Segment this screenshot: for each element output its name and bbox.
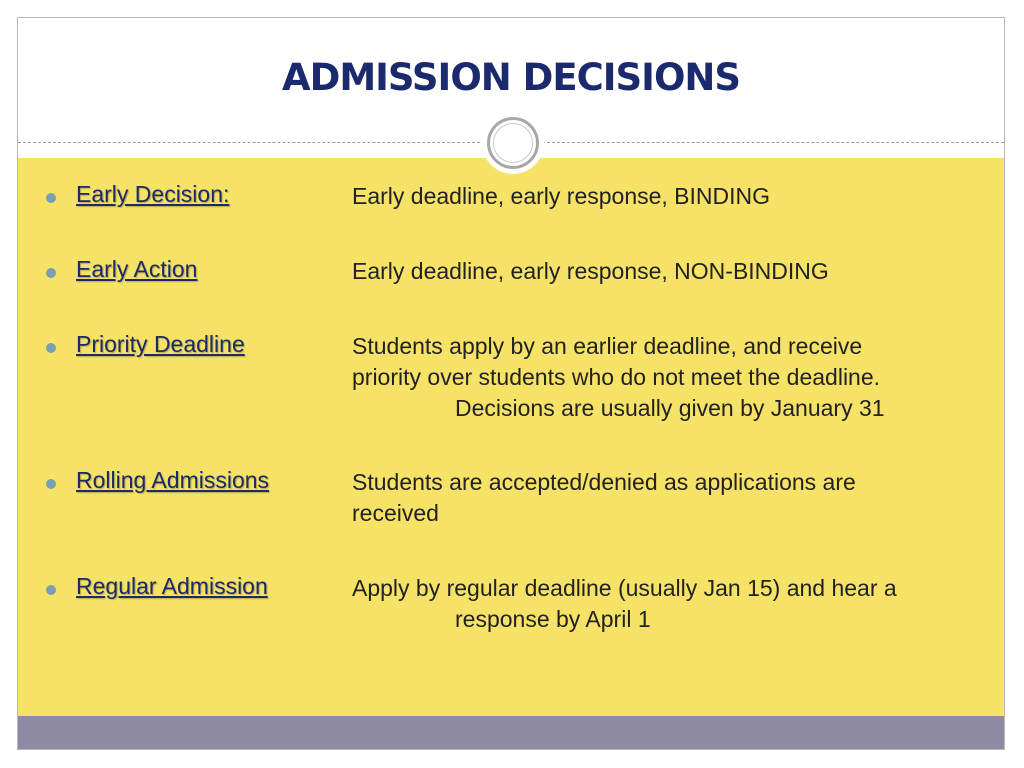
term-priority-deadline-link[interactable]: Priority Deadline <box>76 331 245 357</box>
slide <box>17 17 1005 750</box>
term-description <box>352 573 982 635</box>
term-description <box>352 256 982 287</box>
bullet-icon <box>46 268 56 278</box>
bullet-icon <box>46 193 56 203</box>
ring-ornament-core <box>493 123 533 163</box>
bullet-icon <box>46 585 56 595</box>
term-description <box>352 181 982 212</box>
description-line: Students are accepted/denied as applications are <box>352 469 856 495</box>
description-line: received <box>352 500 439 526</box>
term-description <box>352 331 982 424</box>
bullet-icon <box>46 479 56 489</box>
bullet-icon <box>46 343 56 353</box>
description-line: Early deadline, early response, BINDING <box>352 183 771 209</box>
slide-title: ADMISSION DECISIONS <box>281 56 741 99</box>
term-early-action-link[interactable]: Early Action <box>76 256 198 282</box>
slide-footer-bar <box>18 716 1004 750</box>
description-line: priority over students who do not meet the deadline. <box>352 364 881 390</box>
term-description <box>352 467 982 529</box>
description-line: Decisions are usually given by January 31 <box>455 395 885 421</box>
description-line: Students apply by an earlier deadline, and receive <box>352 333 863 359</box>
term-regular-admission-link[interactable]: Regular Admission <box>76 573 268 599</box>
description-line: response by April 1 <box>455 606 651 632</box>
term-early-decision-link[interactable]: Early Decision: <box>76 181 230 207</box>
description-line: Early deadline, early response, NON-BINDING <box>352 258 829 284</box>
content-area <box>18 158 1004 716</box>
term-rolling-admissions-link[interactable]: Rolling Admissions <box>76 467 270 493</box>
description-line: Apply by regular deadline (usually Jan 15) and hear a <box>352 575 897 601</box>
